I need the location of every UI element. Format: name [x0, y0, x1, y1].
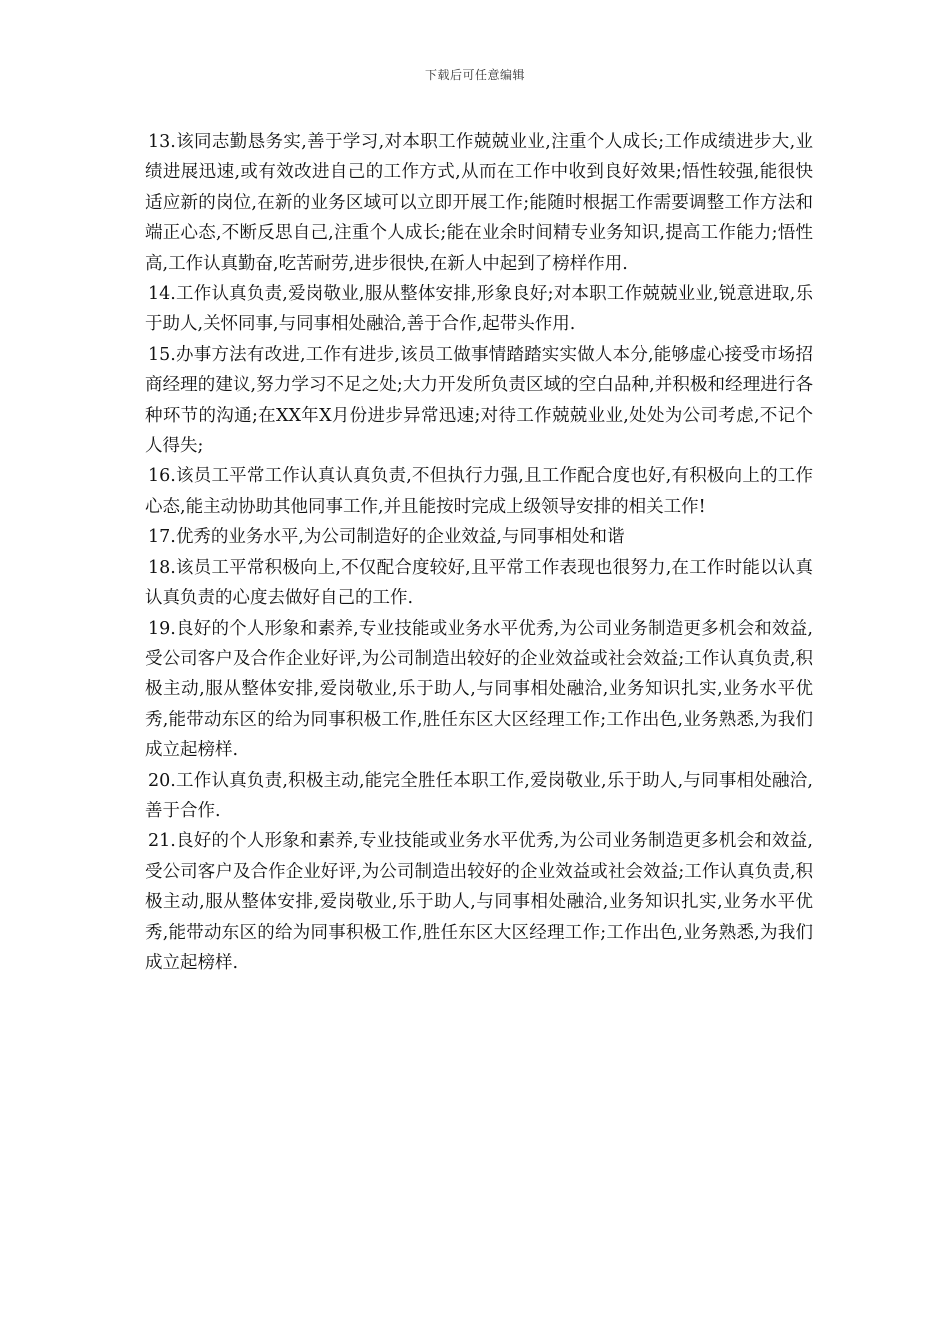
paragraph-13: 13.该同志勤恳务实,善于学习,对本职工作兢兢业业,注重个人成长;工作成绩进步大,业绩进展迅速,或有效改进自己的工作方式,从而在工作中收到良好效果;悟性较强,能很快适应新的岗位,在新的业务区域可以立即开展工作;能随时根据工作需要调整工作方法和端正心态,不断反思自己,注重个人成长;能在业余时间精专业务知识,提高工作能力;悟性高,工作认真勤奋,吃苦耐劳,进步很快,在新人中起到了榜样作用. [145, 132, 813, 274]
paragraph-18: 18.该员工平常积极向上,不仅配合度较好,且平常工作表现也很努力,在工作时能以认真认真负责的心度去做好自己的工作. [145, 557, 813, 609]
paragraph-14: 14.工作认真负责,爱岗敬业,服从整体安排,形象良好;对本职工作兢兢业业,锐意进取,乐于助人,关怀同事,与同事相处融洽,善于合作,起带头作用. [145, 284, 813, 335]
page-header: 下载后可任意编辑 [424, 68, 525, 82]
paragraph-17: 17.优秀的业务水平,为公司制造好的企业效益,与同事相处和谐 [148, 527, 625, 548]
paragraph-16: 16.该员工平常工作认真认真负责,不但执行力强,且工作配合度也好,有积极向上的工作心态,能主动协助其他同事工作,并且能按时完成上级领导安排的相关工作! [145, 466, 813, 517]
document-body [145, 127, 813, 978]
paragraph-21: 21.良好的个人形象和素养,专业技能或业务水平优秀,为公司业务制造更多机会和效益,受公司客户及合作企业好评,为公司制造出较好的企业效益或社会效益;工作认真负责,积极主动,服从整体安排,爱岗敬业,乐于助人,与同事相处融洽,业务知识扎实,业务水平优秀,能带动东区的给为同事积极工作,胜任东区大区经理工作;工作出色,业务熟悉,为我们成立起榜样. [145, 831, 813, 973]
paragraph-20: 20.工作认真负责,积极主动,能完全胜任本职工作,爱岗敬业,乐于助人,与同事相处融洽,善于合作. [145, 770, 813, 821]
paragraph-19: 19.良好的个人形象和素养,专业技能或业务水平优秀,为公司业务制造更多机会和效益,受公司客户及合作企业好评,为公司制造出较好的企业效益或社会效益;工作认真负责,积极主动,服从整体安排,爱岗敬业,乐于助人,与同事相处融洽,业务知识扎实,业务水平优秀,能带动东区的给为同事积极工作,胜任东区大区经理工作;工作出色,业务熟悉,为我们成立起榜样. [145, 618, 813, 761]
paragraph-15: 15.办事方法有改进,工作有进步,该员工做事情踏踏实实做人本分,能够虚心接受市场招商经理的建议,努力学习不足之处;大力开发所负责区域的空白品种,并积极和经理进行各种环节的沟通;在XX年X月份进步异常迅速;对待工作兢兢业业,处处为公司考虑,不记个人得失; [145, 344, 813, 457]
